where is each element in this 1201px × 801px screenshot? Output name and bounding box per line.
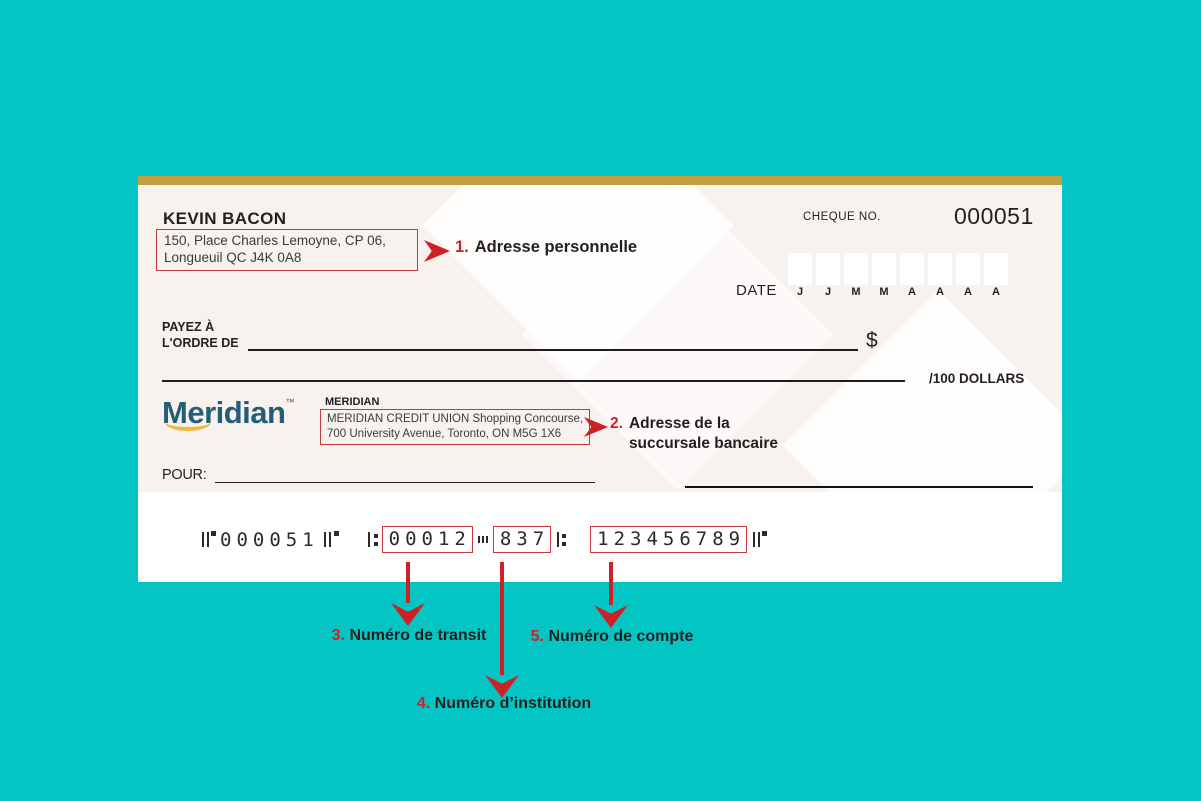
date-letter: A [992,286,1000,298]
annotation-5 [531,628,694,646]
annotation-2-number: 2. [610,415,623,432]
date-entry-boxes [788,253,1008,285]
annotation-4-number: 4. [416,695,431,712]
memo-label: POUR: [162,467,207,483]
date-cell [844,253,868,285]
memo-write-line [215,482,595,483]
date-letter: M [879,286,889,298]
amount-write-line [162,380,905,382]
date-letter: A [908,286,916,298]
micr-cheque-number: 000051 [220,528,319,551]
bank-address-line1: MERIDIAN CREDIT UNION Shopping Concourse, [327,413,584,425]
payer-address-line1: 150, Place Charles Lemoyne, CP 06, [164,233,386,248]
cheque-number-label: CHEQUE NO. [803,211,881,223]
date-letter: A [964,286,972,298]
institution-number-highlight-box [493,526,551,553]
dollar-sign: $ [866,329,878,352]
payer-address-line2: Longueuil QC J4K 0A8 [164,250,302,265]
micr-line [196,526,771,553]
annotation-1-number: 1. [455,238,469,256]
annotation-2 [610,414,807,453]
payee-write-line [248,349,858,351]
payer-name: KEVIN BACON [163,209,287,228]
annotation-3-number: 3. [331,627,345,644]
date-cell [872,253,896,285]
micr-onus-symbol [200,530,216,550]
annotation-5-arrow-icon [594,562,628,628]
date-letter: J [796,286,804,298]
date-letter: J [824,286,832,298]
cheque-gold-top-border [138,176,1062,185]
date-cell [928,253,952,285]
annotation-3-label: Numéro de transit [349,627,487,644]
annotation-1-label: Adresse personnelle [474,238,638,256]
date-letter: M [851,286,861,298]
date-cell [984,253,1008,285]
annotation-1 [455,238,637,257]
meridian-logo-swoosh-icon [165,413,211,431]
annotation-3-arrow-icon [391,562,425,626]
account-number-highlight-box [590,526,747,553]
cheque-number-value: 000051 [954,203,1034,229]
trademark-symbol: ™ [285,397,294,407]
annotation-4-arrow-icon [485,562,519,698]
date-format-letters [788,286,1008,298]
bank-name: MERIDIAN [325,396,380,408]
micr-onus-symbol [751,530,767,550]
signature-line [685,486,1033,488]
micr-transit-symbol [367,530,378,550]
annotation-2-label: Adresse de la succursale bancaire [628,415,778,452]
micr-institution-number: 837 [499,528,550,550]
transit-number-highlight-box [382,526,473,553]
cheque-body [138,185,1062,492]
date-label: DATE [736,282,777,299]
micr-transit-symbol [555,530,566,550]
cents-label: /100 DOLLARS [929,371,1025,386]
micr-transit-number: 00012 [388,528,471,550]
date-cell [956,253,980,285]
date-cell [900,253,924,285]
annotation-5-number: 5. [530,628,544,645]
micr-onus-symbol [323,530,339,550]
date-cell [816,253,840,285]
micr-account-number: 123456789 [597,528,746,550]
date-letter: A [936,286,944,298]
payer-address-highlight-box [156,229,418,271]
annotation-4 [417,695,591,713]
bank-address-highlight-box [320,409,590,445]
annotation-4-label: Numéro d’institution [434,695,592,712]
annotation-5-label: Numéro de compte [548,628,694,645]
meridian-logo: Meridian™ [162,395,294,430]
date-cell [788,253,812,285]
micr-dash-symbol [477,530,489,550]
watermark-diamond [782,289,1062,492]
annotation-3 [332,627,487,645]
bank-address-line2: 700 University Avenue, Toronto, ON M5G 1X6 [327,427,562,440]
sample-cheque [138,176,1062,582]
pay-to-order-label: PAYEZ À L'ORDRE DE [162,320,239,350]
